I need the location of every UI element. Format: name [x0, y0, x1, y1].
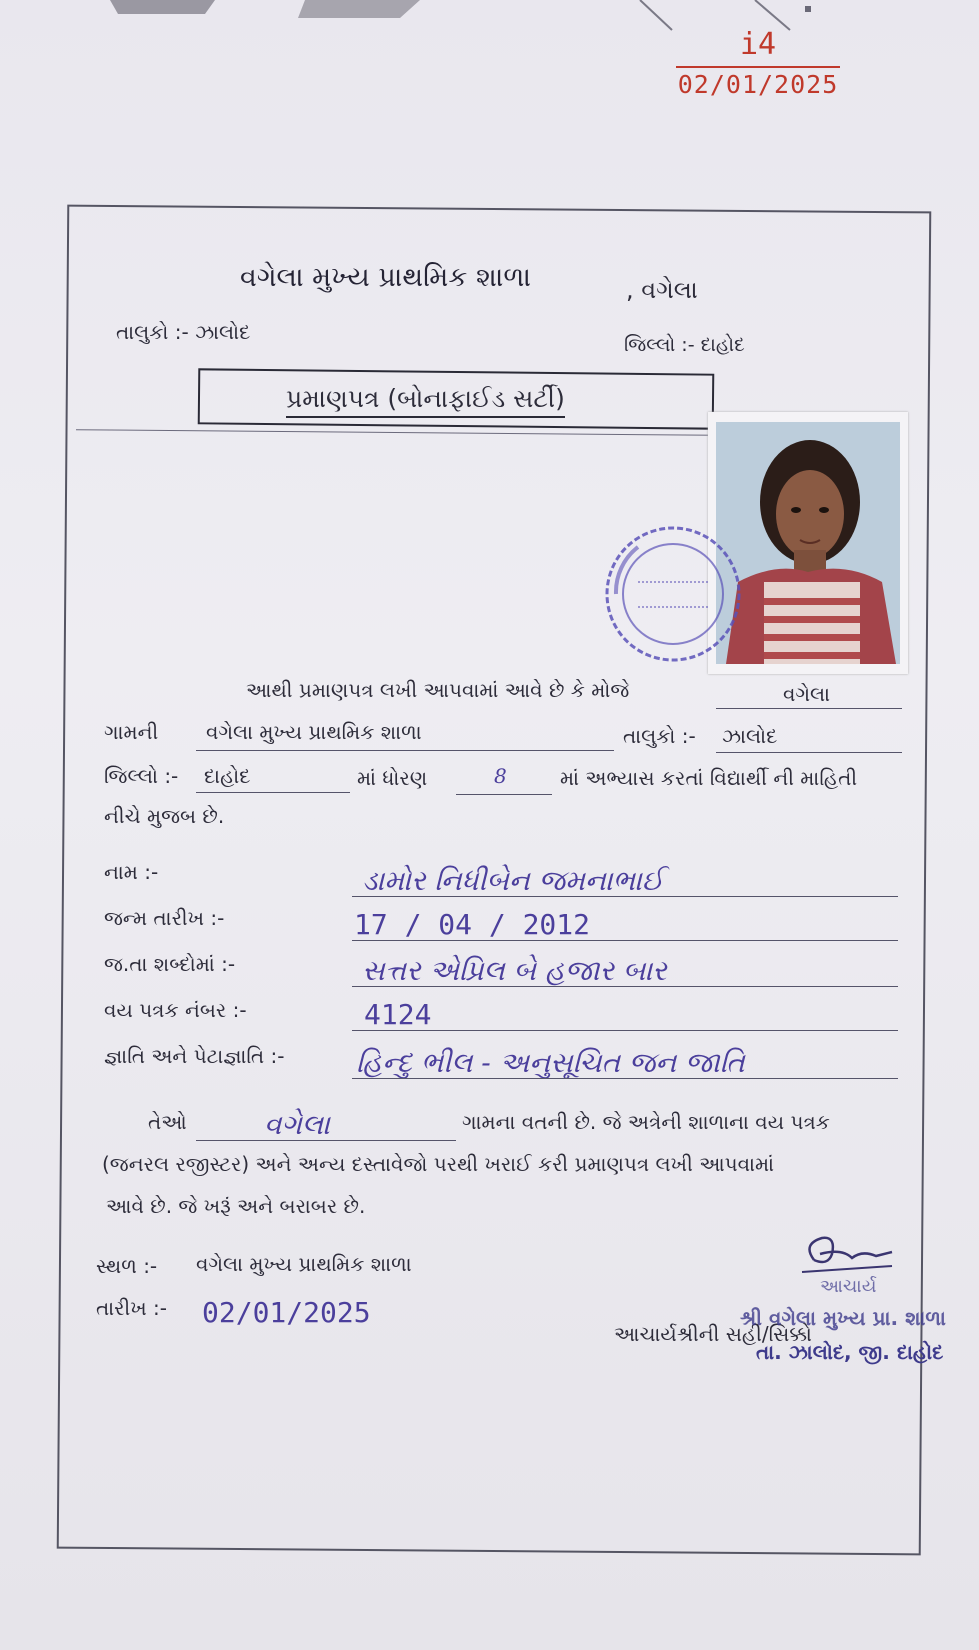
seal-school-line: શ્રી વગેલા મુખ્ય પ્રા. શાળા [740, 1306, 946, 1330]
caste-value: હિન્દુ ભીલ - અનુસૂચિત જન જાતિ [356, 1046, 745, 1079]
intro-school-value: વગેલા મુખ્ય પ્રાથમિક શાળા [206, 720, 422, 744]
district-header: જિલ્લો :- દાહોદ [624, 334, 745, 356]
grade-fill-line [456, 794, 552, 795]
residence-text-2: (જનરલ રજીસ્ટર) અને અન્ય દસ્તાવેજો પરથી ખરાઈ કરી પ્રમાણપત્ર લખી આપવામાં [102, 1152, 774, 1176]
residence-village-value: વગેલા [264, 1108, 330, 1141]
below-text: નીચે મુજબ છે. [104, 804, 225, 828]
principal-signature [792, 1230, 902, 1280]
intro-line: આથી પ્રમાણપત્ર લખી આપવામાં આવે છે કે મોજે [246, 678, 630, 702]
register-number-fill-line [352, 1030, 898, 1031]
date-value: 02/01/2025 [202, 1296, 371, 1329]
place-value: વગેલા મુખ્ય પ્રાથમિક શાળા [196, 1252, 412, 1276]
school-rubber-stamp [598, 522, 748, 667]
district-fill-line [196, 792, 350, 793]
caste-fill-line [352, 1078, 898, 1079]
village-name: , વગેલા [626, 276, 698, 304]
dob-words-fill-line [352, 986, 898, 987]
residence-text-1: ગામના વતની છે. જે અત્રેની શાળાના વય પત્રક [462, 1110, 830, 1134]
certificate-title: પ્રમાણપત્ર (બોનાફાઈડ સર્ટી) [286, 384, 565, 418]
taluka-fill-line [716, 752, 902, 753]
school-fill-line [196, 750, 614, 751]
student-name-value: ડામોર નિધીબેન જમનાભાઈ [362, 864, 664, 897]
residence-prefix: તેઓ [148, 1110, 187, 1134]
taluka-header: તાલુકો :- ઝાલોદ [116, 320, 251, 344]
dob-words-label: જ.તા શબ્દોમાં :- [104, 952, 236, 976]
study-text: માં અભ્યાસ કરતાં વિદ્યાર્થી ની માહિતી [560, 766, 858, 790]
register-number-value: 4124 [364, 998, 432, 1031]
grade-label: માં ધોરણ [357, 766, 428, 790]
date-label: તારીખ :- [96, 1296, 167, 1320]
name-label: નામ :- [104, 860, 159, 884]
intro-district-value: દાહોદ [204, 764, 251, 788]
caste-label: જ્ઞાતિ અને પેટાજ્ઞાતિ :- [104, 1044, 285, 1068]
inward-number: i4 [739, 27, 777, 62]
intro-taluka-value: ઝાલોદ [722, 724, 778, 748]
inward-date: 02/01/2025 [677, 70, 839, 99]
place-label: સ્થળ :- [96, 1254, 158, 1278]
dob-fill-line [352, 940, 898, 941]
seal-role: આચાર્ય [820, 1276, 877, 1297]
residence-text-3: આવે છે. જે ખરૂં અને બરાબર છે. [106, 1194, 366, 1218]
office-inward-note [668, 28, 848, 99]
school-name: વગેલા મુખ્ય પ્રાથમિક શાળા [240, 262, 532, 293]
intro-district-label: જિલ્લો :- [104, 764, 179, 788]
dob-label: જન્મ તારીખ :- [104, 906, 225, 930]
village-fill-line [716, 708, 902, 709]
dob-words-value: સત્તર એપ્રિલ બે હજાર બાર [362, 954, 667, 987]
register-number-label: વય પત્રક નંબર :- [104, 998, 247, 1022]
intro-village-value: વગેલા [783, 682, 831, 706]
grade-value: 8 [494, 764, 507, 788]
intro-taluka-label: તાલુકો :- [623, 724, 696, 748]
seal-location-line: તા. ઝાલોદ, જી. દાહોદ [756, 1340, 944, 1364]
dob-value: 17 / 04 / 2012 [354, 908, 591, 941]
note-divider [676, 66, 840, 68]
gamni-label: ગામની [104, 720, 159, 744]
principal-sign-label: આચાર્યશ્રીની સહી/સિક્કો [614, 1322, 812, 1346]
name-fill-line [352, 896, 898, 897]
